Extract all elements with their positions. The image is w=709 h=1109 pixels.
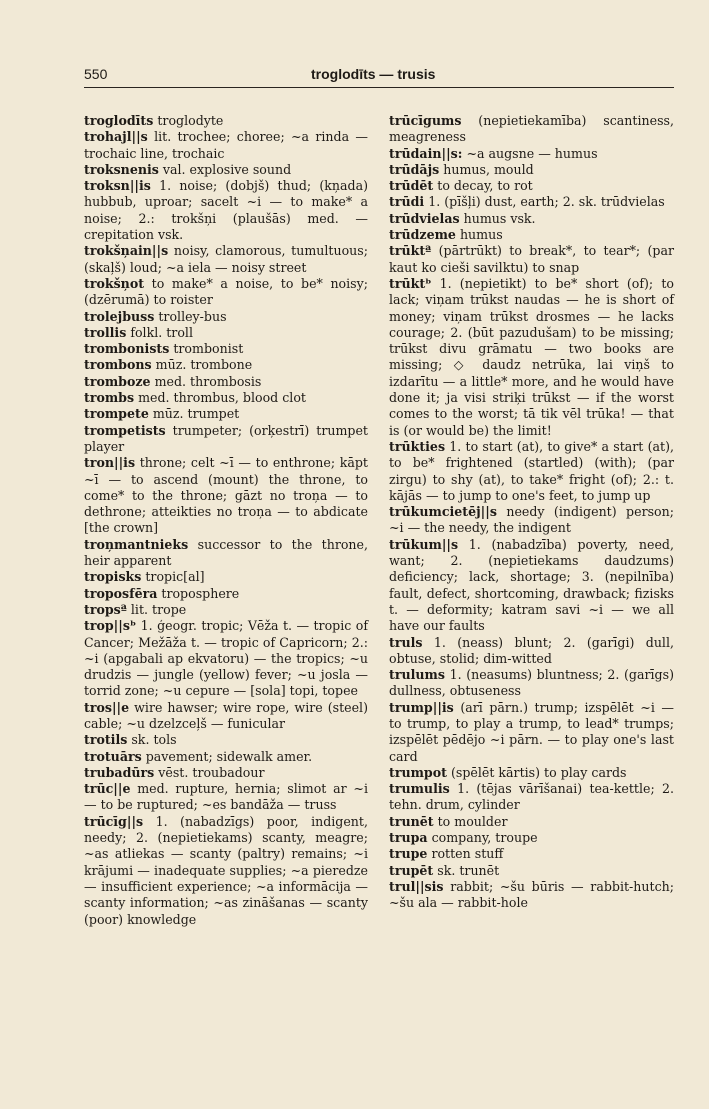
dictionary-entry [84,732,368,748]
entry-headword: trūdēt [389,178,434,194]
entry-headword: trul||sis [389,878,444,894]
entry-headword: trompetists [84,422,166,438]
dictionary-entry [389,438,679,504]
entry-definition: to moulder [437,813,508,829]
entry-headword: trūkties [389,438,446,454]
entry-definition: 1. noise; (dobjš) thud; (kņada) hubbub, uproar; sacelt ~i — to make* a noise; 2.: trokšņi (plaušās) med. — crepitation vsk. [84,178,373,243]
entry-headword: trūktª [389,243,432,259]
entry-definition: troposphere [161,585,240,601]
dictionary-entry [84,390,368,406]
entry-headword: trūdājs [389,161,440,177]
dictionary-entry [84,309,368,325]
entry-definition: 1. to start (at), to give* a start (at), to be* frightened (startled) (with); (par zirgu) to shy (at), to take* fright (of); 2.: t. kājās — to jump to one's feet, to jump up [389,438,679,503]
entry-headword: trop||sᵇ [84,618,137,634]
dictionary-entry [389,162,674,178]
entry-headword: trūkum||s [389,536,459,552]
entry-definition: 1. (nabadzība) poverty, need, want; 2. (nepietiekams daudzums) deficiency; lack, shortage; 3. (nepilnība) fault, defect, shortcoming, drawback; fizisks t. — deformity; katram savi ~i — we all have our faults [389,536,679,634]
entry-definition: to make* a noise, to be* noisy; (dzērumā) to roister [84,275,373,308]
dictionary-entry [84,325,368,341]
entry-definition: rotten stuff [431,846,504,862]
entry-definition: rabbit; ~šu būris — rabbit-hutch; ~šu ala — rabbit-hole [389,878,679,911]
entry-definition: needy (indigent) person; ~i — the needy, the indigent [389,504,679,536]
dictionary-entry [389,227,674,243]
entry-definition: 1. (nabadzīgs) poor, indigent, needy; 2. (nepietiekams) scanty, meagre; ~as atliekas — scanty (paltry) remains; ~i krājumi — inadequate supplies; ~a pieredze — insufficient experience; ~a informācija — scanty information; ~as zināšanas — scanty (poor) knowledge [84,813,373,927]
entry-definition: mūz. trumpet [152,406,240,422]
entry-headword: trupa [389,830,428,846]
entry-definition: trolley-bus [158,308,227,324]
dictionary-entry [84,341,368,357]
dictionary-entry [84,569,368,585]
dictionary-entry [389,667,679,700]
dictionary-entry [84,781,372,814]
dictionary-entry [389,781,679,814]
entry-definition: med. thrombosis [154,373,262,389]
dictionary-entry [84,162,368,178]
entry-headword: trokšņot [84,275,145,291]
entry-definition: lit. trochee; choree; ~a rinda — trochaic line, trochaic [84,129,373,161]
dictionary-entry [84,602,368,618]
entry-headword: tros||e [84,699,130,715]
entry-definition: 1. (neass) blunt; 2. (garīgi) dull, obtuse, stolid; dim-witted [389,634,679,666]
entry-headword: troksn||is [84,178,151,194]
entry-headword: troglodīts [84,113,154,128]
entry-headword: trubadūrs [84,764,155,780]
entry-definition: pavement; sidewalk amer. [145,748,313,764]
entry-headword: trumpot [389,764,447,780]
entry-definition: successor to the throne, heir apparent [84,536,373,569]
entry-headword: trūcīgums [389,113,462,128]
dictionary-entry [389,846,674,862]
entry-headword: trotuārs [84,748,142,764]
dictionary-entry [389,830,674,846]
entry-headword: trunēt [389,813,434,829]
entry-definition: (arī pārn.) trump; izspēlēt ~i — to trump, to play a trump, to lead* trumps; izspēlēt pēdējo ~i pārn. — to play one's last card [389,699,679,764]
dictionary-entry [84,113,368,129]
entry-headword: trollis [84,324,127,340]
entry-definition: 1. (nepietikt) to be* short (of); to lack; viņam trūkst naudas — he is short of money; viņam trūkst drosmes — he lacks courage; 2. (būt pazudušam) to be missing; trūkst divu grāmatu — two books are missing; ◇ daudz netrūka, lai viņš to izdarītu — a little* more, and he would have done it; ja visi striķi trūkst — if the worst comes to the worst; tā tik vēl trūka! — that is (or would be) the limit! [389,275,679,438]
entry-definition: 1. (neasums) bluntness; 2. (garīgs) dullness, obtuseness [389,667,679,699]
entry-headword: trulums [389,667,445,683]
entry-definition: trombonist [173,341,244,357]
entry-definition: folkl. troll [130,324,193,340]
entry-definition: mūz. trombone [155,357,253,373]
dictionary-entry [84,765,368,781]
entry-headword: trumulis [389,781,450,797]
page-running-title: troglodīts — trusis [311,66,436,82]
dictionary-entry [389,878,679,912]
entry-headword: trolejbuss [84,308,155,324]
entry-definition: throne; celt ~ī — to enthrone; kāpt ~ī — to ascend (mount) the throne, to come* to the throne; gāzt no troņa — to dethrone; atteikties no troņa — to abdicate [the crown] [84,455,373,536]
entry-headword: trump||is [389,699,454,715]
dictionary-entry [389,699,679,765]
entry-headword: trotils [84,732,128,748]
page-number: 550 [84,66,108,82]
entry-definition: to decay, to rot [437,178,533,194]
entry-definition: med. thrombus, blood clot [138,390,306,406]
dictionary-entry [84,455,373,536]
entry-definition: (spēlēt kārtis) to play cards [450,764,627,780]
dictionary-entry [84,618,373,699]
dictionary-entry [389,634,679,668]
entry-definition: lit. trope [130,601,187,617]
dictionary-entry [84,129,373,162]
dictionary-entry [84,178,373,243]
dictionary-entry [84,813,373,928]
dictionary-entry [84,374,368,390]
dictionary-entry [389,243,678,276]
entry-definition: (pārtrūkt) to break*, to tear*; (par kaut ko cieši savilktu) to snap [389,243,678,275]
entry-definition: wire hawser; wire rope, wire (steel) cable; ~u dzelzceļš — funicular [84,699,373,731]
entry-headword: trūdain||s: [389,145,463,161]
entry-headword: trūktᵇ [389,275,432,291]
entry-definition: trumpeter; (orķestrī) trumpet player [84,422,373,454]
entry-definition: noisy, clamorous, tumultuous; (skaļš) loud; ~a iela — noisy street [84,243,372,275]
entry-headword: truls [389,634,423,650]
entry-definition: 1. (pīšļi) dust, earth; 2. sk. trūdvielas [428,194,665,210]
entry-definition: val. explosive sound [162,161,292,177]
dictionary-entry [389,211,674,227]
dictionary-entry [389,178,674,194]
right-column [389,113,679,912]
entry-definition: company, troupe [431,830,538,846]
dictionary-entry [84,586,368,602]
dictionary-entry [389,814,674,830]
entry-definition: humus vsk. [463,210,536,226]
entry-headword: troņmantnieks [84,536,189,552]
entry-headword: tropsª [84,601,127,617]
entry-definition: ~a augsne — humus [466,145,598,161]
entry-headword: tron||is [84,455,136,471]
entry-definition: sk. trunēt [437,862,500,878]
entry-headword: trompete [84,406,149,422]
dictionary-entry [389,504,679,537]
dictionary-entry [389,146,674,162]
dictionary-entry [84,275,373,309]
entry-definition: tropic[al] [145,569,205,585]
dictionary-entry [84,357,368,373]
dictionary-entry [389,194,674,210]
entry-definition: troglodyte [157,113,224,128]
entry-definition: humus [459,227,503,243]
entry-headword: trombs [84,390,135,406]
entry-definition: sk. tols [131,732,177,748]
dictionary-entry [389,863,674,879]
entry-headword: trūdi [389,194,425,210]
dictionary-entry [84,422,373,456]
entry-headword: tromboze [84,373,151,389]
entry-headword: trombons [84,357,152,373]
entry-definition: vēst. troubadour [158,764,265,780]
dictionary-entry [389,536,679,635]
entry-headword: trokšņain||s [84,243,169,259]
entry-headword: trūkumcietēj||s [389,504,497,520]
dictionary-entry [84,699,373,733]
entry-headword: trūcīg||s [84,813,144,829]
entry-definition: 1. (tējas vārīšanai) tea-kettle; 2. tehn. drum, cylinder [389,781,679,813]
dictionary-entry [84,243,372,276]
entry-definition: humus, mould [443,161,534,177]
dictionary-entry [389,765,674,781]
entry-definition: 1. ģeogr. tropic; Vēža t. — tropic of Cancer; Mežāža t. — tropic of Capricorn; 2.: ~i (apgabali ap ekvatoru) — the tropics; ~u drudzis — jungle (yellow) fever; ~u josla — torrid zone; ~u cepure — [sola] topi, topee [84,618,373,699]
entry-headword: troposfēra [84,585,158,601]
entry-headword: trūc||e [84,781,131,797]
entry-definition: med. rupture, hernia; slimot ar ~i — to be ruptured; ~es bandāža — truss [84,781,372,813]
entry-headword: trupēt [389,862,434,878]
dictionary-entry [389,275,679,439]
entry-headword: troksnenis [84,161,159,177]
dictionary-entry [84,536,373,570]
entry-headword: tropisks [84,569,142,585]
entry-headword: trūdvielas [389,210,460,226]
dictionary-entry [389,113,679,146]
dictionary-entry [84,406,368,422]
header-rule [84,87,674,88]
entry-definition: (nepietiekamība) scantiness, meagreness [389,113,679,145]
entry-headword: trombonists [84,341,170,357]
left-column [84,113,373,928]
dictionary-entry [84,749,368,765]
entry-headword: trupe [389,846,428,862]
entry-headword: trohajl||s [84,129,148,145]
entry-headword: trūdzeme [389,227,456,243]
